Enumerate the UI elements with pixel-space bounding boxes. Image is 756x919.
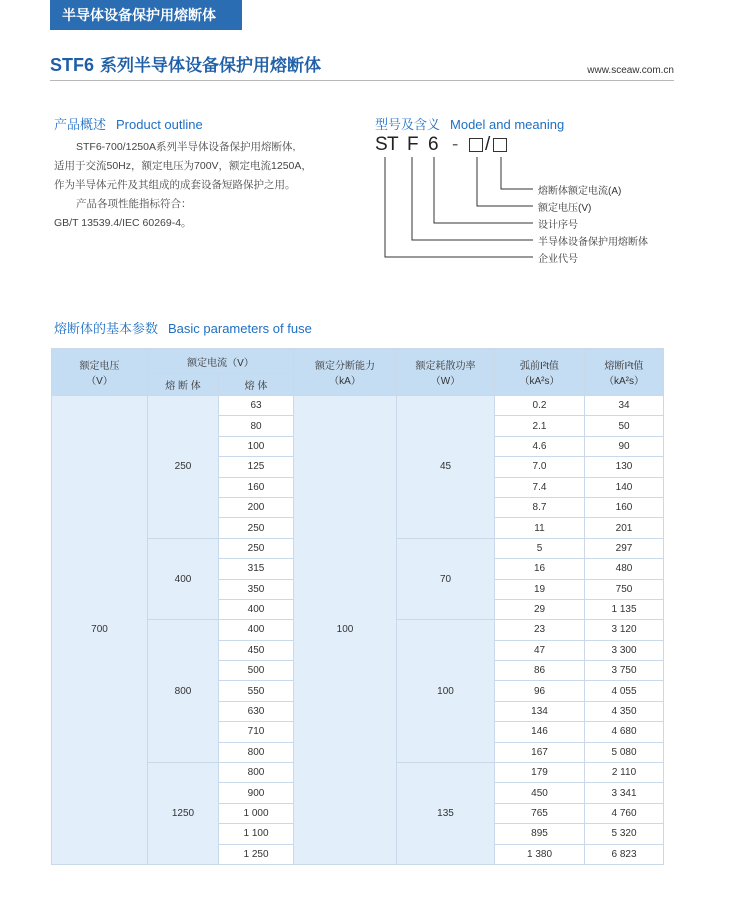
cell-clearing: 140 bbox=[585, 477, 664, 497]
model-char-6: 6 bbox=[428, 134, 439, 155]
cell-fuse: 900 bbox=[219, 783, 294, 803]
line-design bbox=[434, 157, 533, 223]
outline-line: 作为半导体元件及其组成的成套设备短路保护之用。 bbox=[54, 179, 296, 191]
cell-fuse: 800 bbox=[219, 763, 294, 783]
cell-fuse: 800 bbox=[219, 742, 294, 762]
cell-fuse: 500 bbox=[219, 661, 294, 681]
line-semiconductor bbox=[412, 157, 533, 240]
title-code: STF6 bbox=[50, 55, 95, 75]
cell-clearing: 4 680 bbox=[585, 722, 664, 742]
cell-prearcing: 4.6 bbox=[495, 436, 585, 456]
cell-fuse: 550 bbox=[219, 681, 294, 701]
cell-fuse: 100 bbox=[219, 436, 294, 456]
model-char-t: T bbox=[387, 134, 399, 155]
cell-fuse-link: 1250 bbox=[148, 763, 219, 865]
cell-clearing: 130 bbox=[585, 457, 664, 477]
outline-line: 产品各项性能指标符合： bbox=[76, 198, 192, 210]
cell-fuse: 250 bbox=[219, 538, 294, 558]
cell-fuse: 710 bbox=[219, 722, 294, 742]
cell-fuse: 450 bbox=[219, 640, 294, 660]
cell-fuse: 1 100 bbox=[219, 824, 294, 844]
title-text: 系列半导体设备保护用熔断体 bbox=[100, 56, 322, 75]
header-arcing: 弧前I²t值 （kA²s） bbox=[495, 349, 585, 396]
cell-clearing: 6 823 bbox=[585, 844, 664, 864]
cell-fuse: 160 bbox=[219, 477, 294, 497]
cell-fuse-link: 800 bbox=[148, 620, 219, 763]
params-table-wrapper bbox=[51, 348, 664, 865]
model-label-semiconductor: 半导体设备保护用熔断体 bbox=[538, 237, 648, 248]
cell-loss: 45 bbox=[397, 396, 495, 539]
website-url: www.sceaw.com.cn bbox=[587, 65, 674, 76]
cell-prearcing: 179 bbox=[495, 763, 585, 783]
outline-text bbox=[54, 138, 354, 233]
cell-fuse: 200 bbox=[219, 497, 294, 517]
cell-prearcing: 450 bbox=[495, 783, 585, 803]
cell-prearcing: 146 bbox=[495, 722, 585, 742]
cell-clearing: 3 750 bbox=[585, 661, 664, 681]
cell-fuse-link: 250 bbox=[148, 396, 219, 539]
cell-clearing: 750 bbox=[585, 579, 664, 599]
cell-fuse: 63 bbox=[219, 396, 294, 416]
cell-prearcing: 19 bbox=[495, 579, 585, 599]
current-box bbox=[493, 138, 507, 152]
model-char-f: F bbox=[407, 134, 419, 155]
cell-prearcing: 8.7 bbox=[495, 497, 585, 517]
model-heading: 型号及含义 Model and meaning bbox=[375, 117, 565, 132]
model-label-enterprise: 企业代号 bbox=[538, 254, 578, 265]
cell-clearing: 480 bbox=[585, 559, 664, 579]
model-char-s: S bbox=[375, 134, 388, 155]
params-table bbox=[51, 348, 664, 865]
cell-clearing: 297 bbox=[585, 538, 664, 558]
cell-clearing: 50 bbox=[585, 416, 664, 436]
line-voltage bbox=[477, 157, 533, 206]
cell-prearcing: 11 bbox=[495, 518, 585, 538]
model-label-design: 设计序号 bbox=[538, 220, 578, 231]
cell-prearcing: 23 bbox=[495, 620, 585, 640]
cell-clearing: 34 bbox=[585, 396, 664, 416]
model-label-voltage: 额定电压(V) bbox=[538, 203, 592, 214]
header-current: 额定电流（V） bbox=[148, 349, 294, 374]
model-slash: / bbox=[485, 134, 491, 155]
cell-prearcing: 0.2 bbox=[495, 396, 585, 416]
cell-prearcing: 86 bbox=[495, 661, 585, 681]
cell-prearcing: 16 bbox=[495, 559, 585, 579]
cell-loss: 100 bbox=[397, 620, 495, 763]
cell-clearing: 5 320 bbox=[585, 824, 664, 844]
cell-loss: 135 bbox=[397, 763, 495, 865]
cell-clearing: 3 300 bbox=[585, 640, 664, 660]
cell-prearcing: 96 bbox=[495, 681, 585, 701]
model-label-current: 熔断体额定电流(A) bbox=[538, 186, 622, 197]
cell-fuse: 80 bbox=[219, 416, 294, 436]
cell-loss: 70 bbox=[397, 538, 495, 620]
cell-fuse: 125 bbox=[219, 457, 294, 477]
cell-prearcing: 5 bbox=[495, 538, 585, 558]
header-breaking: 额定分断能力 （kA） bbox=[294, 349, 397, 396]
params-heading: 熔断体的基本参数 Basic parameters of fuse bbox=[54, 321, 312, 336]
cell-breaking: 100 bbox=[294, 396, 397, 865]
cell-fuse: 400 bbox=[219, 620, 294, 640]
cell-fuse: 350 bbox=[219, 579, 294, 599]
cell-prearcing: 7.0 bbox=[495, 457, 585, 477]
cell-clearing: 4 350 bbox=[585, 701, 664, 721]
cell-clearing: 3 341 bbox=[585, 783, 664, 803]
cell-prearcing: 1 380 bbox=[495, 844, 585, 864]
model-connector-lines bbox=[375, 155, 545, 270]
outline-line: STF6-700/1250A系列半导体设备保护用熔断体, bbox=[76, 141, 296, 153]
cell-clearing: 2 110 bbox=[585, 763, 664, 783]
line-current bbox=[501, 157, 533, 189]
header-loss: 额定耗散功率 （W） bbox=[397, 349, 495, 396]
cell-prearcing: 167 bbox=[495, 742, 585, 762]
cell-prearcing: 765 bbox=[495, 803, 585, 823]
page-title bbox=[50, 51, 674, 79]
model-dash: - bbox=[452, 134, 459, 155]
cell-prearcing: 7.4 bbox=[495, 477, 585, 497]
outline-line: 适用于交流50Hz，额定电压为700V，额定电流1250A， bbox=[54, 160, 312, 172]
line-enterprise bbox=[385, 157, 533, 257]
cell-fuse: 1 000 bbox=[219, 803, 294, 823]
cell-voltage: 700 bbox=[52, 396, 148, 865]
cell-clearing: 1 135 bbox=[585, 599, 664, 619]
cell-clearing: 4 055 bbox=[585, 681, 664, 701]
cell-prearcing: 47 bbox=[495, 640, 585, 660]
cell-clearing: 4 760 bbox=[585, 803, 664, 823]
header-voltage: 额定电压 （V） bbox=[52, 349, 148, 396]
cell-prearcing: 895 bbox=[495, 824, 585, 844]
cell-fuse: 250 bbox=[219, 518, 294, 538]
table-row bbox=[52, 396, 664, 416]
cell-prearcing: 2.1 bbox=[495, 416, 585, 436]
cell-fuse: 400 bbox=[219, 599, 294, 619]
cell-clearing: 90 bbox=[585, 436, 664, 456]
voltage-box bbox=[469, 138, 483, 152]
cell-fuse: 315 bbox=[219, 559, 294, 579]
cell-fuse: 1 250 bbox=[219, 844, 294, 864]
header-fuse: 熔 体 bbox=[219, 374, 294, 396]
cell-clearing: 201 bbox=[585, 518, 664, 538]
cell-prearcing: 134 bbox=[495, 701, 585, 721]
title-divider bbox=[50, 80, 674, 81]
outline-line: GB/T 13539.4/IEC 60269-4。 bbox=[54, 217, 192, 229]
cell-clearing: 3 120 bbox=[585, 620, 664, 640]
outline-heading: 产品概述 Product outline bbox=[54, 117, 203, 132]
cell-fuse-link: 400 bbox=[148, 538, 219, 620]
header-fuse-link: 熔 断 体 bbox=[148, 374, 219, 396]
header-clearing: 熔断I²t值 （kA²s） bbox=[585, 349, 664, 396]
cell-fuse: 630 bbox=[219, 701, 294, 721]
cell-clearing: 5 080 bbox=[585, 742, 664, 762]
params-table-body bbox=[52, 396, 664, 865]
cell-prearcing: 29 bbox=[495, 599, 585, 619]
cell-clearing: 160 bbox=[585, 497, 664, 517]
header-tab: 半导体设备保护用熔断体 bbox=[50, 0, 242, 30]
